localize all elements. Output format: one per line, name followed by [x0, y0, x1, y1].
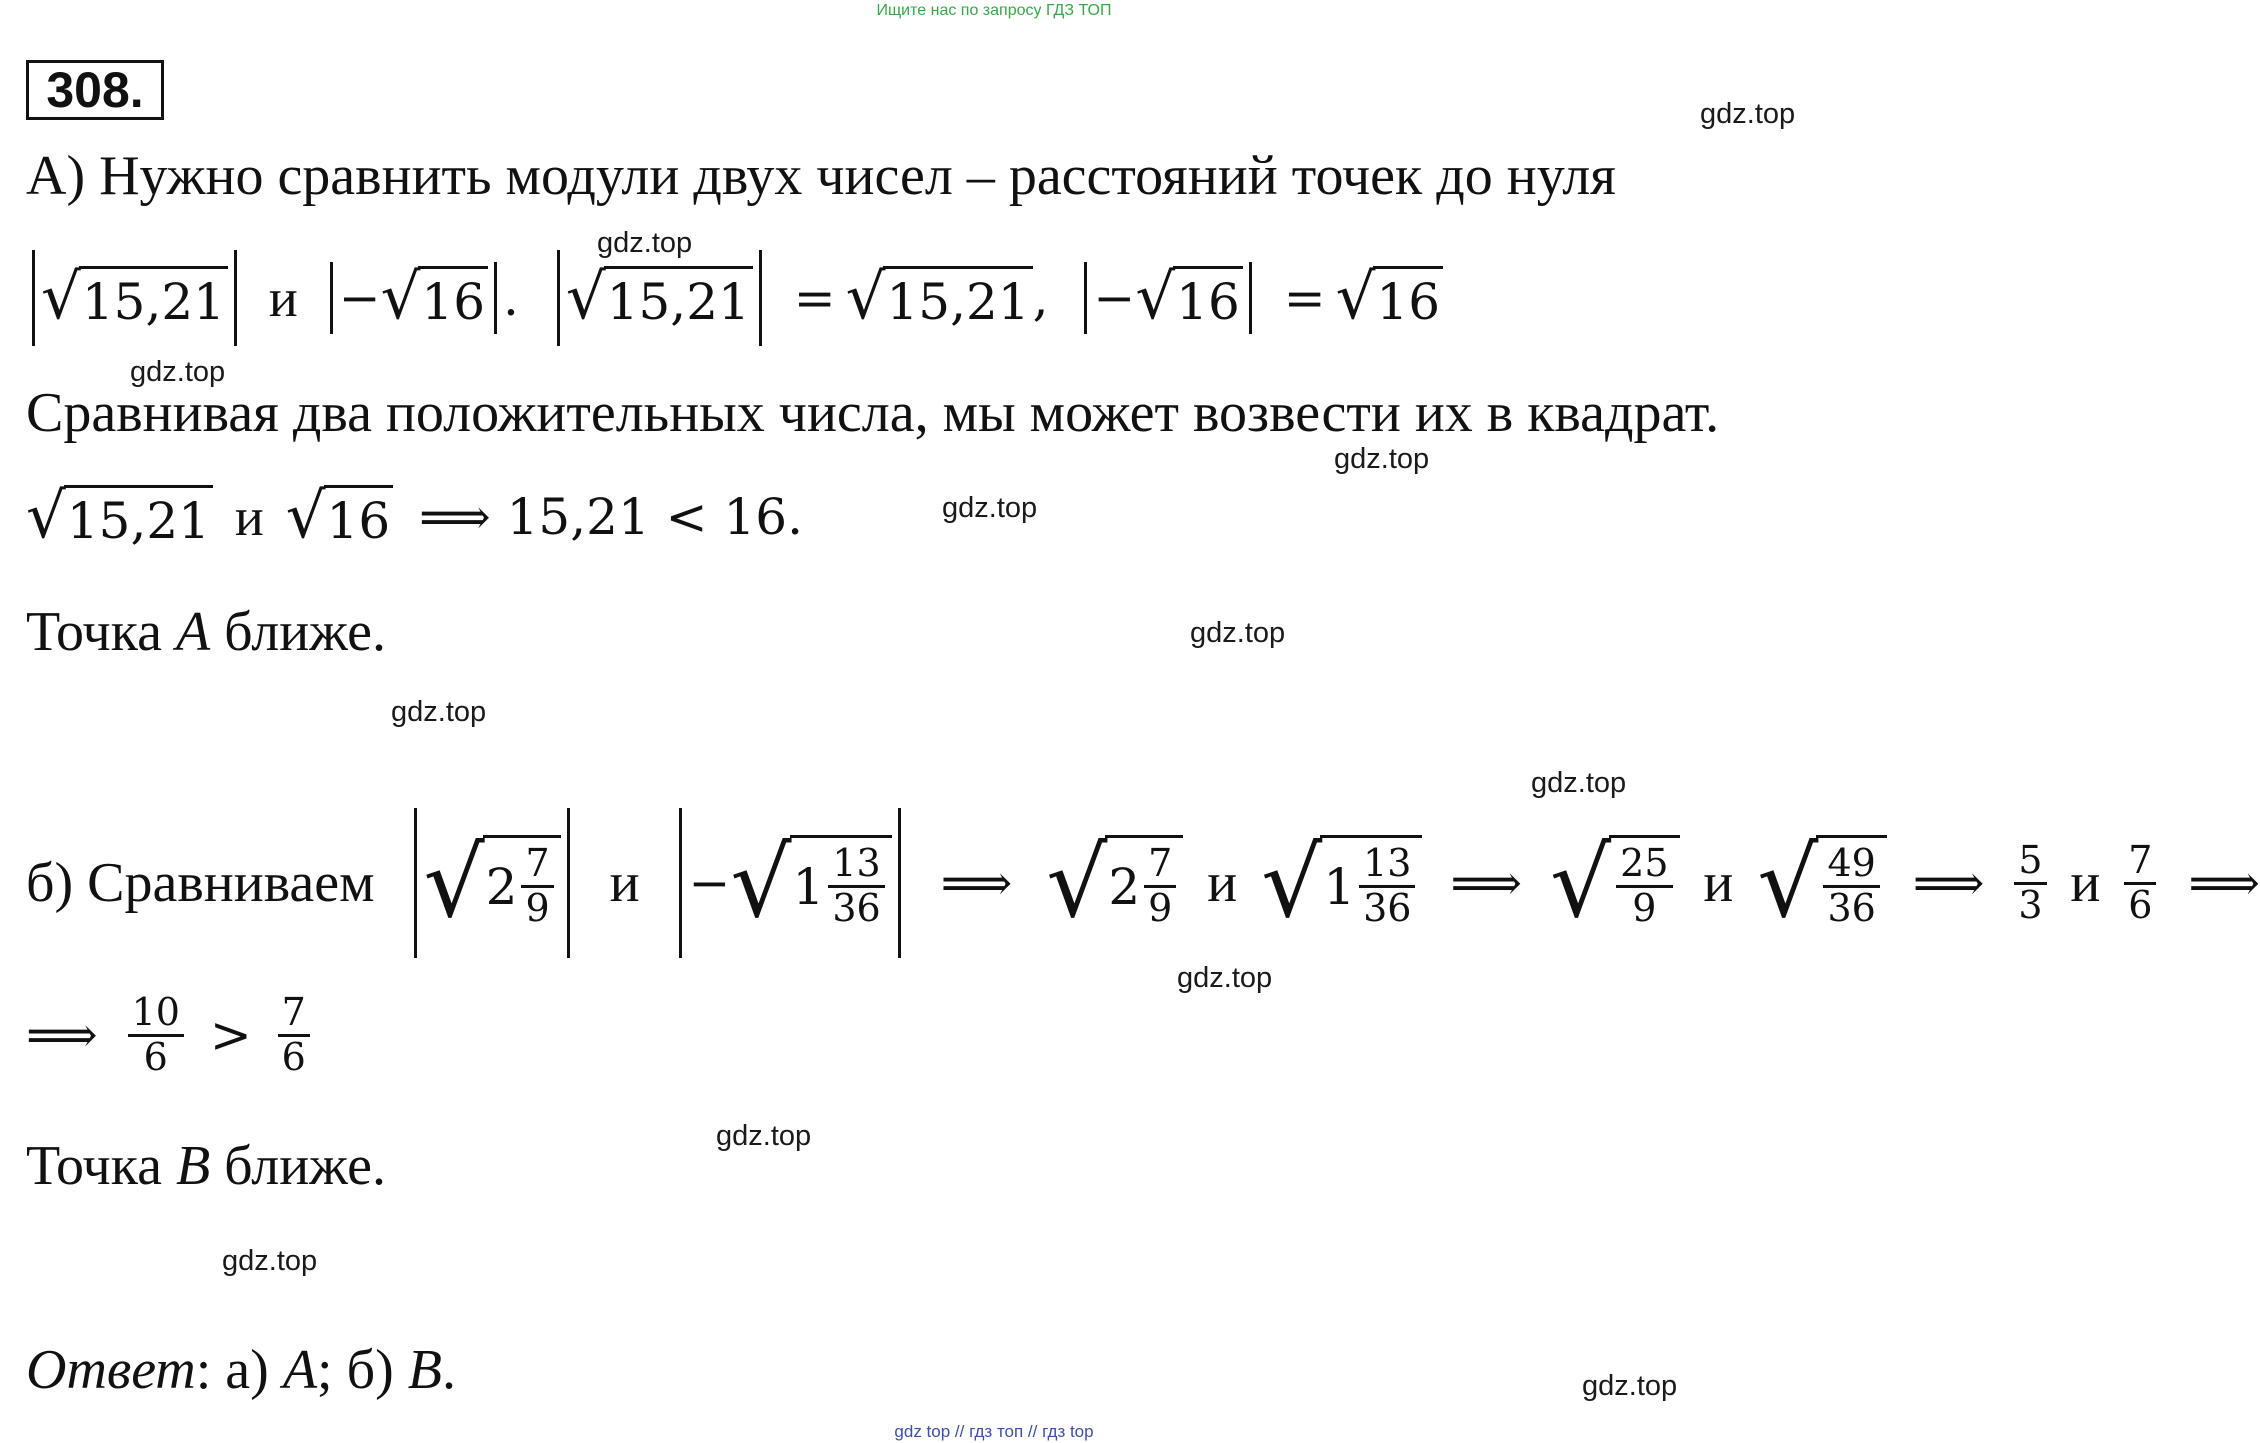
sqrt: √ 2 $\frac{7}{9}$ — [423, 835, 560, 931]
sqrt: √ 2 $\frac{7}{9}$ — [1046, 835, 1183, 931]
answer-label: Ответ — [26, 1339, 196, 1401]
abs-bar — [679, 808, 682, 958]
sqrt: √ $\frac{25}{9}$ — [1550, 835, 1680, 931]
part-b-prefix: б) Сравниваем — [26, 852, 375, 914]
abs-bar — [898, 808, 901, 958]
top-banner: Ищите нас по запросу ГДЗ ТОП — [876, 2, 1112, 19]
watermark: gdz.top — [1334, 443, 1430, 475]
sqrt: √ 16 — [381, 266, 488, 331]
watermark: gdz.top — [942, 492, 1038, 524]
sqrt: √ $\frac{49}{36}$ — [1757, 835, 1887, 931]
sqrt: √ 16 — [286, 485, 393, 550]
watermark: gdz.top — [1531, 767, 1627, 799]
part-a-conclusion: Точка A ближе. — [26, 601, 386, 663]
watermark: gdz.top — [716, 1120, 812, 1152]
part-a-line3: Сравнивая два положительных числа, мы может возвести их в квадрат. — [26, 382, 1720, 444]
task-number: 308. — [26, 60, 164, 120]
watermark: gdz.top — [597, 227, 693, 259]
conj: и — [268, 268, 298, 328]
abs-bar — [1084, 262, 1087, 334]
part-b-line1: б) Сравниваем √ 2 $\frac{7}{9}$ и − √ 1 $\frac{13}{36}$ ⟹ √ 2 $\frac{7}{9}$ и √ 1 $\frac{13}{36}$ ⟹ √ $\frac{25}{9}$ и √ $\frac{49}{36}$ ⟹ $\frac{5}{3}$ и $\frac{7}{6}$ ⟹ — [26, 808, 2260, 958]
abs-bar — [414, 808, 417, 958]
part-a-intro: А) Нужно сравнить модули двух чисел – расстояний точек до нуля — [26, 145, 1616, 207]
abs-bar — [759, 250, 762, 346]
abs-bar — [494, 262, 497, 334]
watermark: gdz.top — [391, 696, 487, 728]
part-a-compare-line — [26, 478, 803, 552]
comparison: ⟹ 15,21 < 16. — [419, 488, 803, 546]
answer: Ответ: а) A; б) B. — [26, 1339, 456, 1401]
sqrt: √ 1 $\frac{13}{36}$ — [730, 835, 891, 931]
sqrt: √ 16 — [1336, 266, 1443, 331]
conj: и — [234, 487, 264, 547]
sqrt: √ 15,21 — [26, 485, 213, 550]
watermark: gdz.top — [1177, 962, 1273, 994]
watermark: gdz.top — [1582, 1370, 1678, 1402]
watermark: gdz.top — [130, 356, 226, 388]
abs-bar — [567, 808, 570, 958]
sqrt: √ 16 — [1135, 266, 1242, 331]
sqrt: √ 15,21 — [846, 266, 1033, 331]
footer-links[interactable]: gdz top // гдз топ // гдз top — [894, 1422, 1094, 1441]
sqrt: √ 15,21 — [41, 266, 228, 331]
abs-bar — [234, 250, 237, 346]
sqrt: √ 1 $\frac{13}{36}$ — [1261, 835, 1422, 931]
part-a-modulus-line: √ 15,21 и − √ 16 . √ 15,21 = √ 15,21 , − √ 16 = √ 16 — [26, 250, 1443, 346]
point-a: A — [175, 601, 211, 663]
point-b: B — [175, 1135, 211, 1197]
watermark: gdz.top — [1700, 98, 1796, 130]
part-b-line2: ⟹ $\frac{10}{6}$ > $\frac{7}{6}$ — [26, 992, 314, 1079]
abs-bar — [330, 262, 333, 334]
abs-bar — [557, 250, 560, 346]
watermark: gdz.top — [222, 1245, 318, 1277]
part-b-conclusion: Точка B ближе. — [26, 1135, 386, 1197]
abs-bar — [32, 250, 35, 346]
watermark: gdz.top — [1190, 617, 1286, 649]
abs-bar — [1249, 262, 1252, 334]
sqrt: √ 15,21 — [566, 266, 753, 331]
